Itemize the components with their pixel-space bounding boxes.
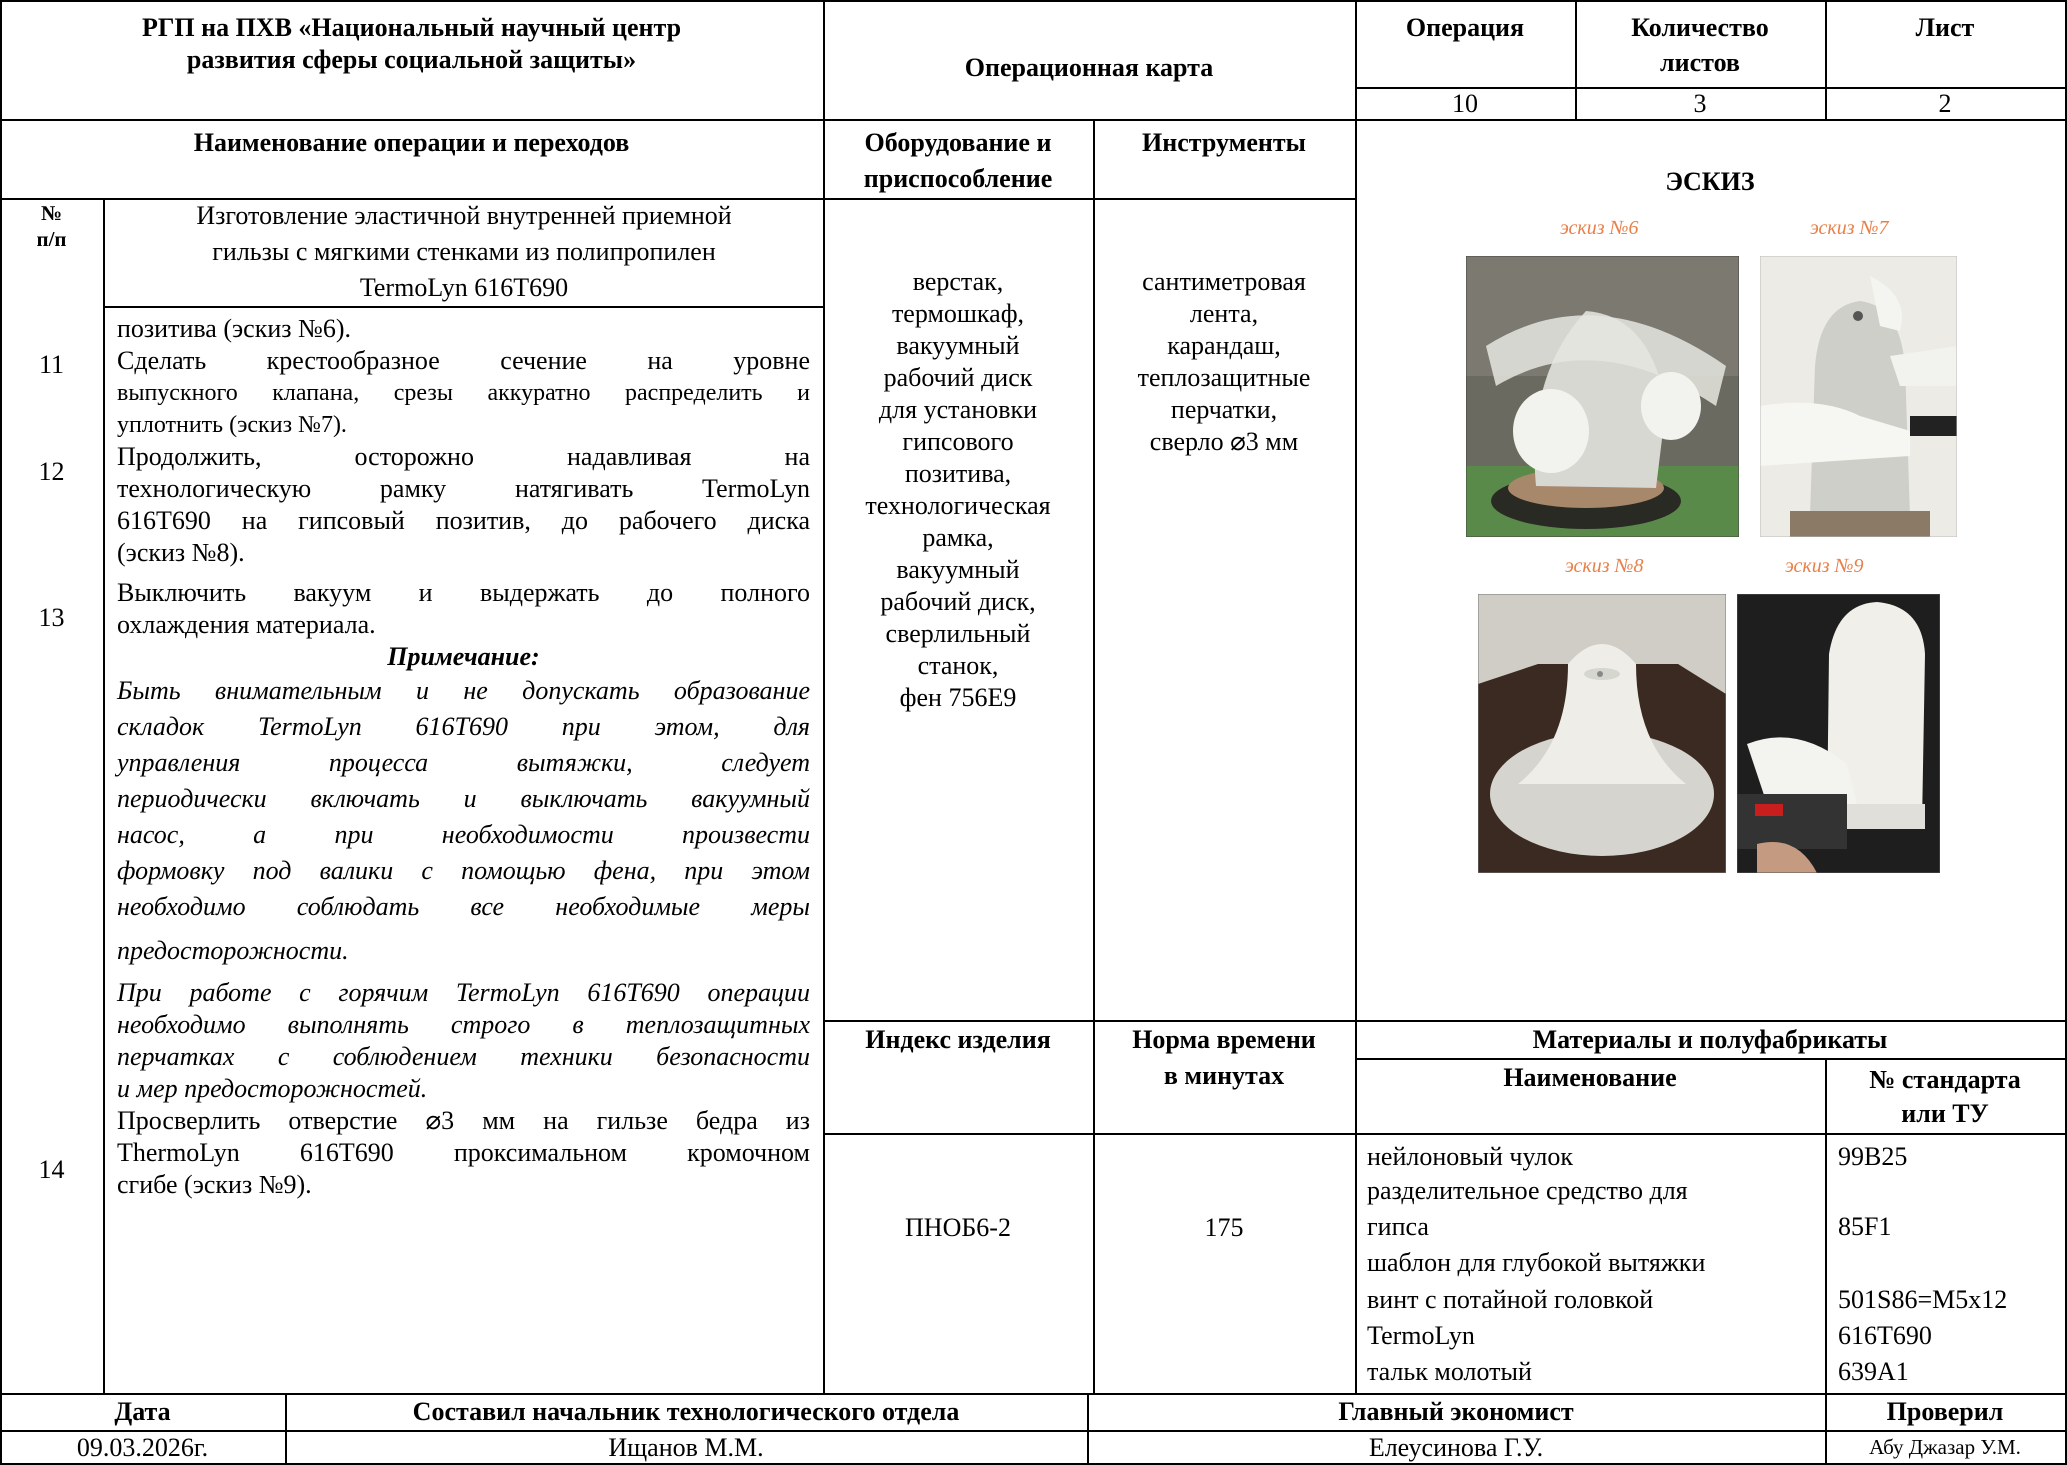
equipment-item: гипсового xyxy=(902,427,1014,456)
sketch-caption-7: эскиз №7 xyxy=(1810,217,1889,239)
col-equipment-2: приспособление xyxy=(863,164,1053,193)
step-13-line: Выключить вакуум и выдержать до полного xyxy=(117,578,810,607)
tools-item: сантиметровая xyxy=(1142,267,1306,296)
materials-std-label-1: № стандарта xyxy=(1869,1065,2021,1094)
note2-line: перчатках с соблюдением техники безопасности xyxy=(117,1042,810,1071)
step-13-line: охлаждения материала. xyxy=(117,610,376,639)
equipment-item: станок, xyxy=(917,651,999,680)
operation-title-2: гильзы с мягкими стенками из полипропилен xyxy=(212,237,716,266)
material-name: разделительное средство для xyxy=(1367,1176,1688,1205)
step-12-line: (эскиз №8). xyxy=(117,538,245,567)
note-title: Примечание: xyxy=(387,642,540,671)
note-line: периодически включать и выключать вакуумный xyxy=(117,784,810,813)
step-12-line: Продолжить, осторожно надавливая на xyxy=(117,442,810,471)
sketch-caption-9: эскиз №9 xyxy=(1785,555,1864,577)
equipment-item: фен 756E9 xyxy=(899,683,1017,712)
tools-item: теплозащитные xyxy=(1137,363,1311,392)
col-equipment-1: Оборудование и xyxy=(864,128,1052,157)
material-standard: 99B25 xyxy=(1838,1142,1908,1171)
sheet-label: Лист xyxy=(1915,13,1975,42)
num-label-1: № xyxy=(40,201,63,225)
note2-line: При работе с горячим TermoLyn 616T690 операции xyxy=(117,978,810,1007)
equipment-item: для установки xyxy=(878,395,1038,424)
sheets-count-label-2: листов xyxy=(1660,48,1740,77)
num-label-2: п/п xyxy=(36,227,67,251)
note2-line: необходимо выполнять строго в теплозащитных xyxy=(117,1010,810,1039)
materials-header: Материалы и полуфабрикаты xyxy=(1532,1025,1888,1054)
operation-label: Операция xyxy=(1405,13,1525,42)
org-name-line1: РГП на ПХВ «Национальный научный центр xyxy=(141,13,682,42)
step-number-14: 14 xyxy=(38,1155,65,1184)
footer-compiled-label: Составил начальник технологического отдела xyxy=(412,1397,960,1426)
sketch-caption-8: эскиз №8 xyxy=(1565,555,1644,577)
col-operation-name: Наименование операции и переходов xyxy=(193,128,630,157)
equipment-item: технологическая xyxy=(865,491,1051,520)
equipment-item: вакуумный xyxy=(896,331,1020,360)
equipment-item: термошкаф, xyxy=(891,299,1025,328)
equipment-item: сверлильный xyxy=(885,619,1031,648)
material-name: гипса xyxy=(1367,1212,1429,1241)
sheets-count-label xyxy=(1575,12,1825,44)
material-name: нейлоновый чулок xyxy=(1367,1142,1573,1171)
footer-checked-value: Абу Джазар У.М. xyxy=(1869,1435,2021,1459)
doc-title: Операционная карта xyxy=(964,53,1214,82)
materials-std-label-2: или ТУ xyxy=(1901,1099,1989,1128)
step-14-line: ThermoLyn 616T690 проксимальном кромочном xyxy=(117,1138,810,1167)
index-value: ПНОБ6-2 xyxy=(905,1213,1011,1242)
note-line: формовку под валики с помощью фена, при этом xyxy=(117,856,810,885)
footer-checked-label: Проверил xyxy=(1886,1397,2004,1426)
step-11-line: Сделать крестообразное сечение на уровне xyxy=(117,346,810,375)
material-name: TermoLyn xyxy=(1367,1321,1475,1350)
equipment-item: рабочий диск xyxy=(883,363,1033,392)
equipment-item: рабочий диск, xyxy=(880,587,1036,616)
equipment-item: позитива, xyxy=(904,459,1012,488)
tools-item: перчатки, xyxy=(1170,395,1278,424)
operation-value: 10 xyxy=(1452,89,1478,118)
sketch-photo-8 xyxy=(1478,594,1726,873)
note2-line: и мер предосторожностей. xyxy=(117,1074,428,1103)
step-14-line: Просверлить отверстие ⌀3 мм на гильзе бедра из xyxy=(117,1106,810,1135)
sheets-count-value: 3 xyxy=(1693,89,1707,118)
operation-title-1: Изготовление эластичной внутренней приемной xyxy=(196,201,732,230)
step-11-line: выпускного клапана, срезы аккуратно распределить и xyxy=(117,380,810,406)
material-name: тальк молотый xyxy=(1367,1357,1532,1386)
equipment-item: рамка, xyxy=(922,523,994,552)
sheet-value: 2 xyxy=(1938,89,1952,118)
material-name: винт с потайной головкой xyxy=(1367,1285,1654,1314)
material-standard: 616T690 xyxy=(1838,1321,1932,1350)
footer-economist-value: Елеусинова Г.У. xyxy=(1368,1433,1544,1462)
materials-name-label: Наименование xyxy=(1503,1063,1677,1092)
footer-date-label: Дата xyxy=(114,1397,171,1426)
equipment-item: верстак, xyxy=(912,267,1004,296)
note-line: управления процесса вытяжки, следует xyxy=(117,748,810,777)
equipment-item: вакуумный xyxy=(896,555,1020,584)
step-11-line: уплотнить (эскиз №7). xyxy=(117,412,347,438)
tools-list xyxy=(1093,266,1355,458)
note-line: складок TermoLyn 616T690 при этом, для xyxy=(117,712,810,741)
note-line: необходимо соблюдать все необходимые меры xyxy=(117,892,810,921)
sketch-caption-6: эскиз №6 xyxy=(1560,217,1639,239)
operation-title-3: TermoLyn 616T690 xyxy=(359,273,569,302)
step-continuation: позитива (эскиз №6). xyxy=(117,314,351,343)
tools-item: сверло ⌀3 мм xyxy=(1149,427,1299,456)
step-12-line: технологическую рамку натягивать TermoLyn xyxy=(117,474,810,503)
step-12-line: 616T690 на гипсовый позитив, до рабочего диска xyxy=(117,506,810,535)
step-number-11: 11 xyxy=(38,350,65,379)
footer-date-value: 09.03.2026г. xyxy=(76,1433,209,1462)
step-14-line: сгибе (эскиз №9). xyxy=(117,1170,312,1199)
sketch-photo-9 xyxy=(1737,594,1940,873)
material-standard: 501S86=M5x12 xyxy=(1838,1285,2008,1314)
footer-economist-label: Главный экономист xyxy=(1338,1397,1574,1426)
sketch-photo-7 xyxy=(1760,256,1957,537)
footer-compiled-value: Ищанов М.М. xyxy=(608,1433,764,1462)
tools-item: карандаш, xyxy=(1167,331,1281,360)
step-number-13: 13 xyxy=(38,603,65,632)
time-label-1: Норма времени xyxy=(1132,1025,1316,1054)
note-line: предосторожности. xyxy=(117,936,349,965)
time-value: 175 xyxy=(1204,1213,1244,1242)
sheets-count-label-1: Количество xyxy=(1631,13,1769,42)
note-line: насос, а при необходимости произвести xyxy=(117,820,810,849)
index-label: Индекс изделия xyxy=(865,1025,1051,1054)
steps-text xyxy=(117,313,810,1201)
org-name-line2: развития сферы социальной защиты» xyxy=(186,45,637,74)
col-sketch: ЭСКИЗ xyxy=(1665,167,1755,196)
equipment-list xyxy=(823,266,1093,714)
col-tools: Инструменты xyxy=(1142,128,1306,157)
step-number-12: 12 xyxy=(38,457,65,486)
sketch-photo-6 xyxy=(1466,256,1739,537)
material-standard: 85F1 xyxy=(1838,1212,1892,1241)
note-line: Быть внимательным и не допускать образование xyxy=(117,676,810,705)
material-standard: 639A1 xyxy=(1838,1357,1909,1386)
tools-item: лента, xyxy=(1189,299,1259,328)
material-name: шаблон для глубокой вытяжки xyxy=(1367,1248,1706,1277)
time-label-2: в минутах xyxy=(1163,1061,1285,1090)
